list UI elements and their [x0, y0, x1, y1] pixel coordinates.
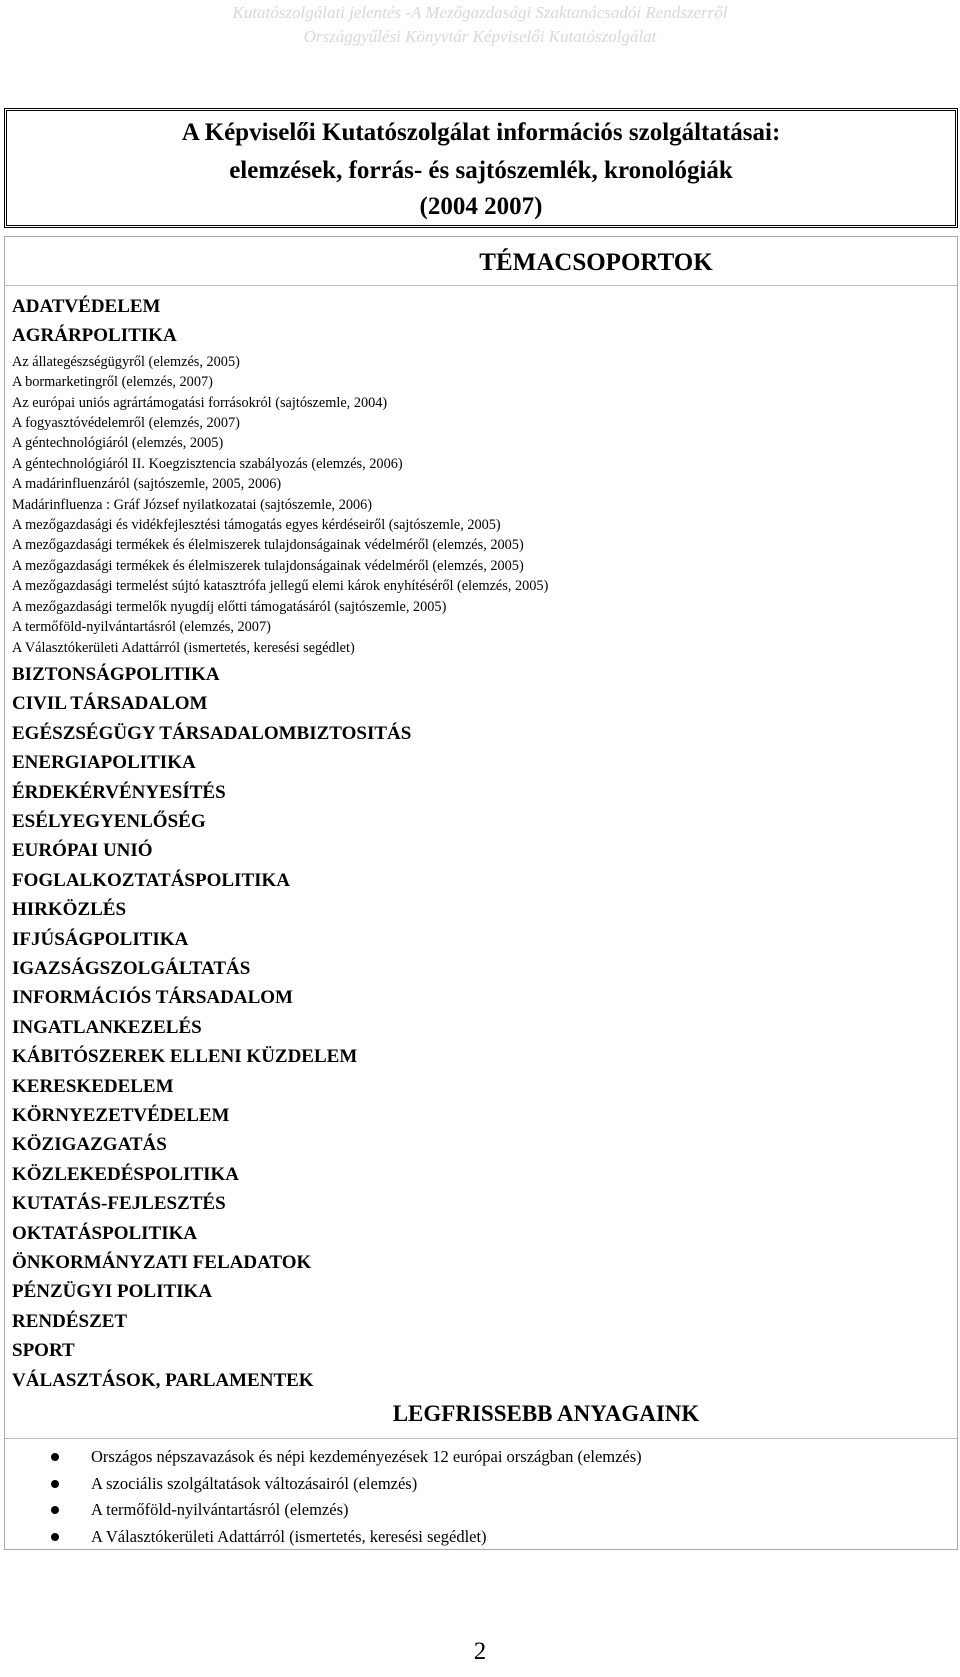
topic-category[interactable]: KÖZIGAZGATÁS — [12, 1134, 167, 1156]
topic-item[interactable]: A termőföld-nyilvántartásról (elemzés, 2007) — [12, 619, 271, 636]
topic-item[interactable]: A fogyasztóvédelemről (elemzés, 2007) — [12, 415, 240, 432]
topic-category[interactable]: FOGLALKOZTATÁSPOLITIKA — [12, 869, 291, 891]
topic-item[interactable]: A bormarketingről (elemzés, 2007) — [12, 374, 213, 391]
topic-item[interactable]: A mezőgazdasági termelők nyugdíj előtti támogatásáról (sajtószemle, 2005) — [12, 598, 447, 615]
topic-category[interactable]: RENDÉSZET — [12, 1310, 128, 1332]
topic-item[interactable]: A mezőgazdasági termékek és élelmiszerek tulajdonságainak védelméről (elemzés, 2005) — [12, 557, 524, 574]
topic-category[interactable]: OKTATÁSPOLITIKA — [12, 1222, 198, 1244]
page-period: (2004 2007) — [419, 193, 543, 220]
topic-category[interactable]: HIRKÖZLÉS — [12, 899, 127, 921]
latest-item[interactable] — [5, 1444, 957, 1471]
latest-heading: LEGFRISSEBB ANYAGAINK — [392, 1401, 700, 1426]
topic-category[interactable]: CIVIL TÁRSADALOM — [12, 693, 208, 715]
bullet-icon — [51, 1533, 59, 1541]
bullet-icon — [51, 1506, 59, 1514]
topic-category[interactable]: ÖNKORMÁNYZATI FELADATOK — [12, 1252, 312, 1274]
topic-category[interactable]: IFJÚSÁGPOLITIKA — [12, 928, 189, 950]
latest-item-label: Országos népszavazások és népi kezdeményezések 12 európai országban (elemzés) — [91, 1447, 642, 1466]
topic-item[interactable]: A mezőgazdasági termelést sújtó katasztrófa jellegű elemi károk enyhítéséről (elemzés, 2005) — [12, 578, 549, 595]
page-title: A Képviselői Kutatószolgálat információs szolgáltatásai: — [181, 119, 781, 146]
topic-category[interactable]: BIZTONSÁGPOLITIKA — [12, 663, 220, 685]
page-subtitle: elemzések, forrás- és sajtószemlék, kronológiák — [229, 157, 733, 184]
topic-category[interactable]: KÖZLEKEDÉSPOLITIKA — [12, 1163, 240, 1185]
topic-item[interactable]: A mezőgazdasági termékek és élelmiszerek tulajdonságainak védelméről (elemzés, 2005) — [12, 537, 524, 554]
topic-item[interactable]: A géntechnológiáról II. Koegzisztencia szabályozás (elemzés, 2006) — [12, 455, 403, 472]
topic-item[interactable]: A madárinfluenzáról (sajtószemle, 2005, 2006) — [12, 476, 282, 493]
topic-category[interactable]: ÉRDEKÉRVÉNYESÍTÉS — [12, 781, 226, 803]
topic-category[interactable]: EGÉSZSÉGÜGY TÁRSADALOMBIZTOSITÁS — [12, 722, 412, 744]
page-number: 2 — [473, 1638, 487, 1665]
topic-category[interactable]: EURÓPAI UNIÓ — [12, 840, 153, 862]
topic-category[interactable]: KERESKEDELEM — [12, 1075, 174, 1097]
topic-item[interactable]: A géntechnológiáról (elemzés, 2005) — [12, 435, 224, 452]
topic-category[interactable]: IGAZSÁGSZOLGÁLTATÁS — [12, 957, 251, 979]
topic-category[interactable]: ADATVÉDELEM — [12, 296, 161, 317]
topic-item[interactable]: A mezőgazdasági és vidékfejlesztési támogatás egyes kérdéseiről (sajtószemle, 2005) — [12, 517, 501, 534]
topics-list — [12, 292, 951, 1395]
topic-category[interactable]: PÉNZÜGYI POLITIKA — [12, 1281, 213, 1303]
topic-item[interactable]: Az európai uniós agrártámogatási forrásokról (sajtószemle, 2004) — [12, 394, 388, 411]
topic-category[interactable]: INGATLANKEZELÉS — [12, 1016, 202, 1038]
topic-item[interactable]: Az állategészségügyről (elemzés, 2005) — [12, 353, 240, 370]
topic-category[interactable]: KUTATÁS-FEJLESZTÉS — [12, 1193, 226, 1215]
topic-category[interactable]: AGRÁRPOLITIKA — [12, 325, 177, 347]
latest-item[interactable] — [5, 1497, 957, 1524]
topic-category[interactable]: ENERGIAPOLITIKA — [12, 752, 196, 774]
latest-list — [5, 1444, 957, 1550]
latest-item-label: A Választókerületi Adattárról (ismertetés, keresési segédlet) — [91, 1526, 487, 1546]
running-header-line-1: Kutatószolgálati jelentés -A Mezőgazdasági Szaktanácsadói Rendszerről — [232, 3, 728, 22]
topic-category[interactable]: KÖRNYEZETVÉDELEM — [12, 1105, 230, 1126]
bullet-icon — [51, 1480, 59, 1488]
latest-item[interactable] — [5, 1524, 957, 1551]
divider — [5, 285, 957, 286]
divider — [5, 1438, 957, 1439]
latest-item[interactable] — [5, 1471, 957, 1498]
latest-item-label: A termőföld-nyilvántartásról (elemzés) — [91, 1500, 349, 1519]
topic-category[interactable]: ESÉLYEGYENLŐSÉG — [12, 810, 206, 832]
topic-item[interactable]: Madárinfluenza : Gráf József nyilatkozatai (sajtószemle, 2006) — [12, 496, 373, 513]
topic-category[interactable]: SPORT — [12, 1340, 75, 1362]
topics-heading: TÉMACSOPORTOK — [479, 249, 713, 276]
bullet-icon — [51, 1453, 59, 1461]
topic-sub-list — [12, 351, 951, 660]
topic-category[interactable]: VÁLASZTÁSOK, PARLAMENTEK — [12, 1369, 314, 1391]
latest-item-label: A szociális szolgáltatások változásairól (elemzés) — [91, 1473, 418, 1493]
topics-box — [4, 236, 958, 1550]
title-box — [4, 108, 958, 228]
topic-category[interactable]: INFORMÁCIÓS TÁRSADALOM — [12, 987, 293, 1009]
running-header-line-2: Országgyűlési Könyvtár Képviselői Kutatószolgálat — [303, 27, 657, 46]
topic-category[interactable]: KÁBITÓSZEREK ELLENI KÜZDELEM — [12, 1046, 358, 1068]
topic-item[interactable]: A Választókerületi Adattárról (ismertetés, keresési segédlet) — [12, 639, 355, 656]
